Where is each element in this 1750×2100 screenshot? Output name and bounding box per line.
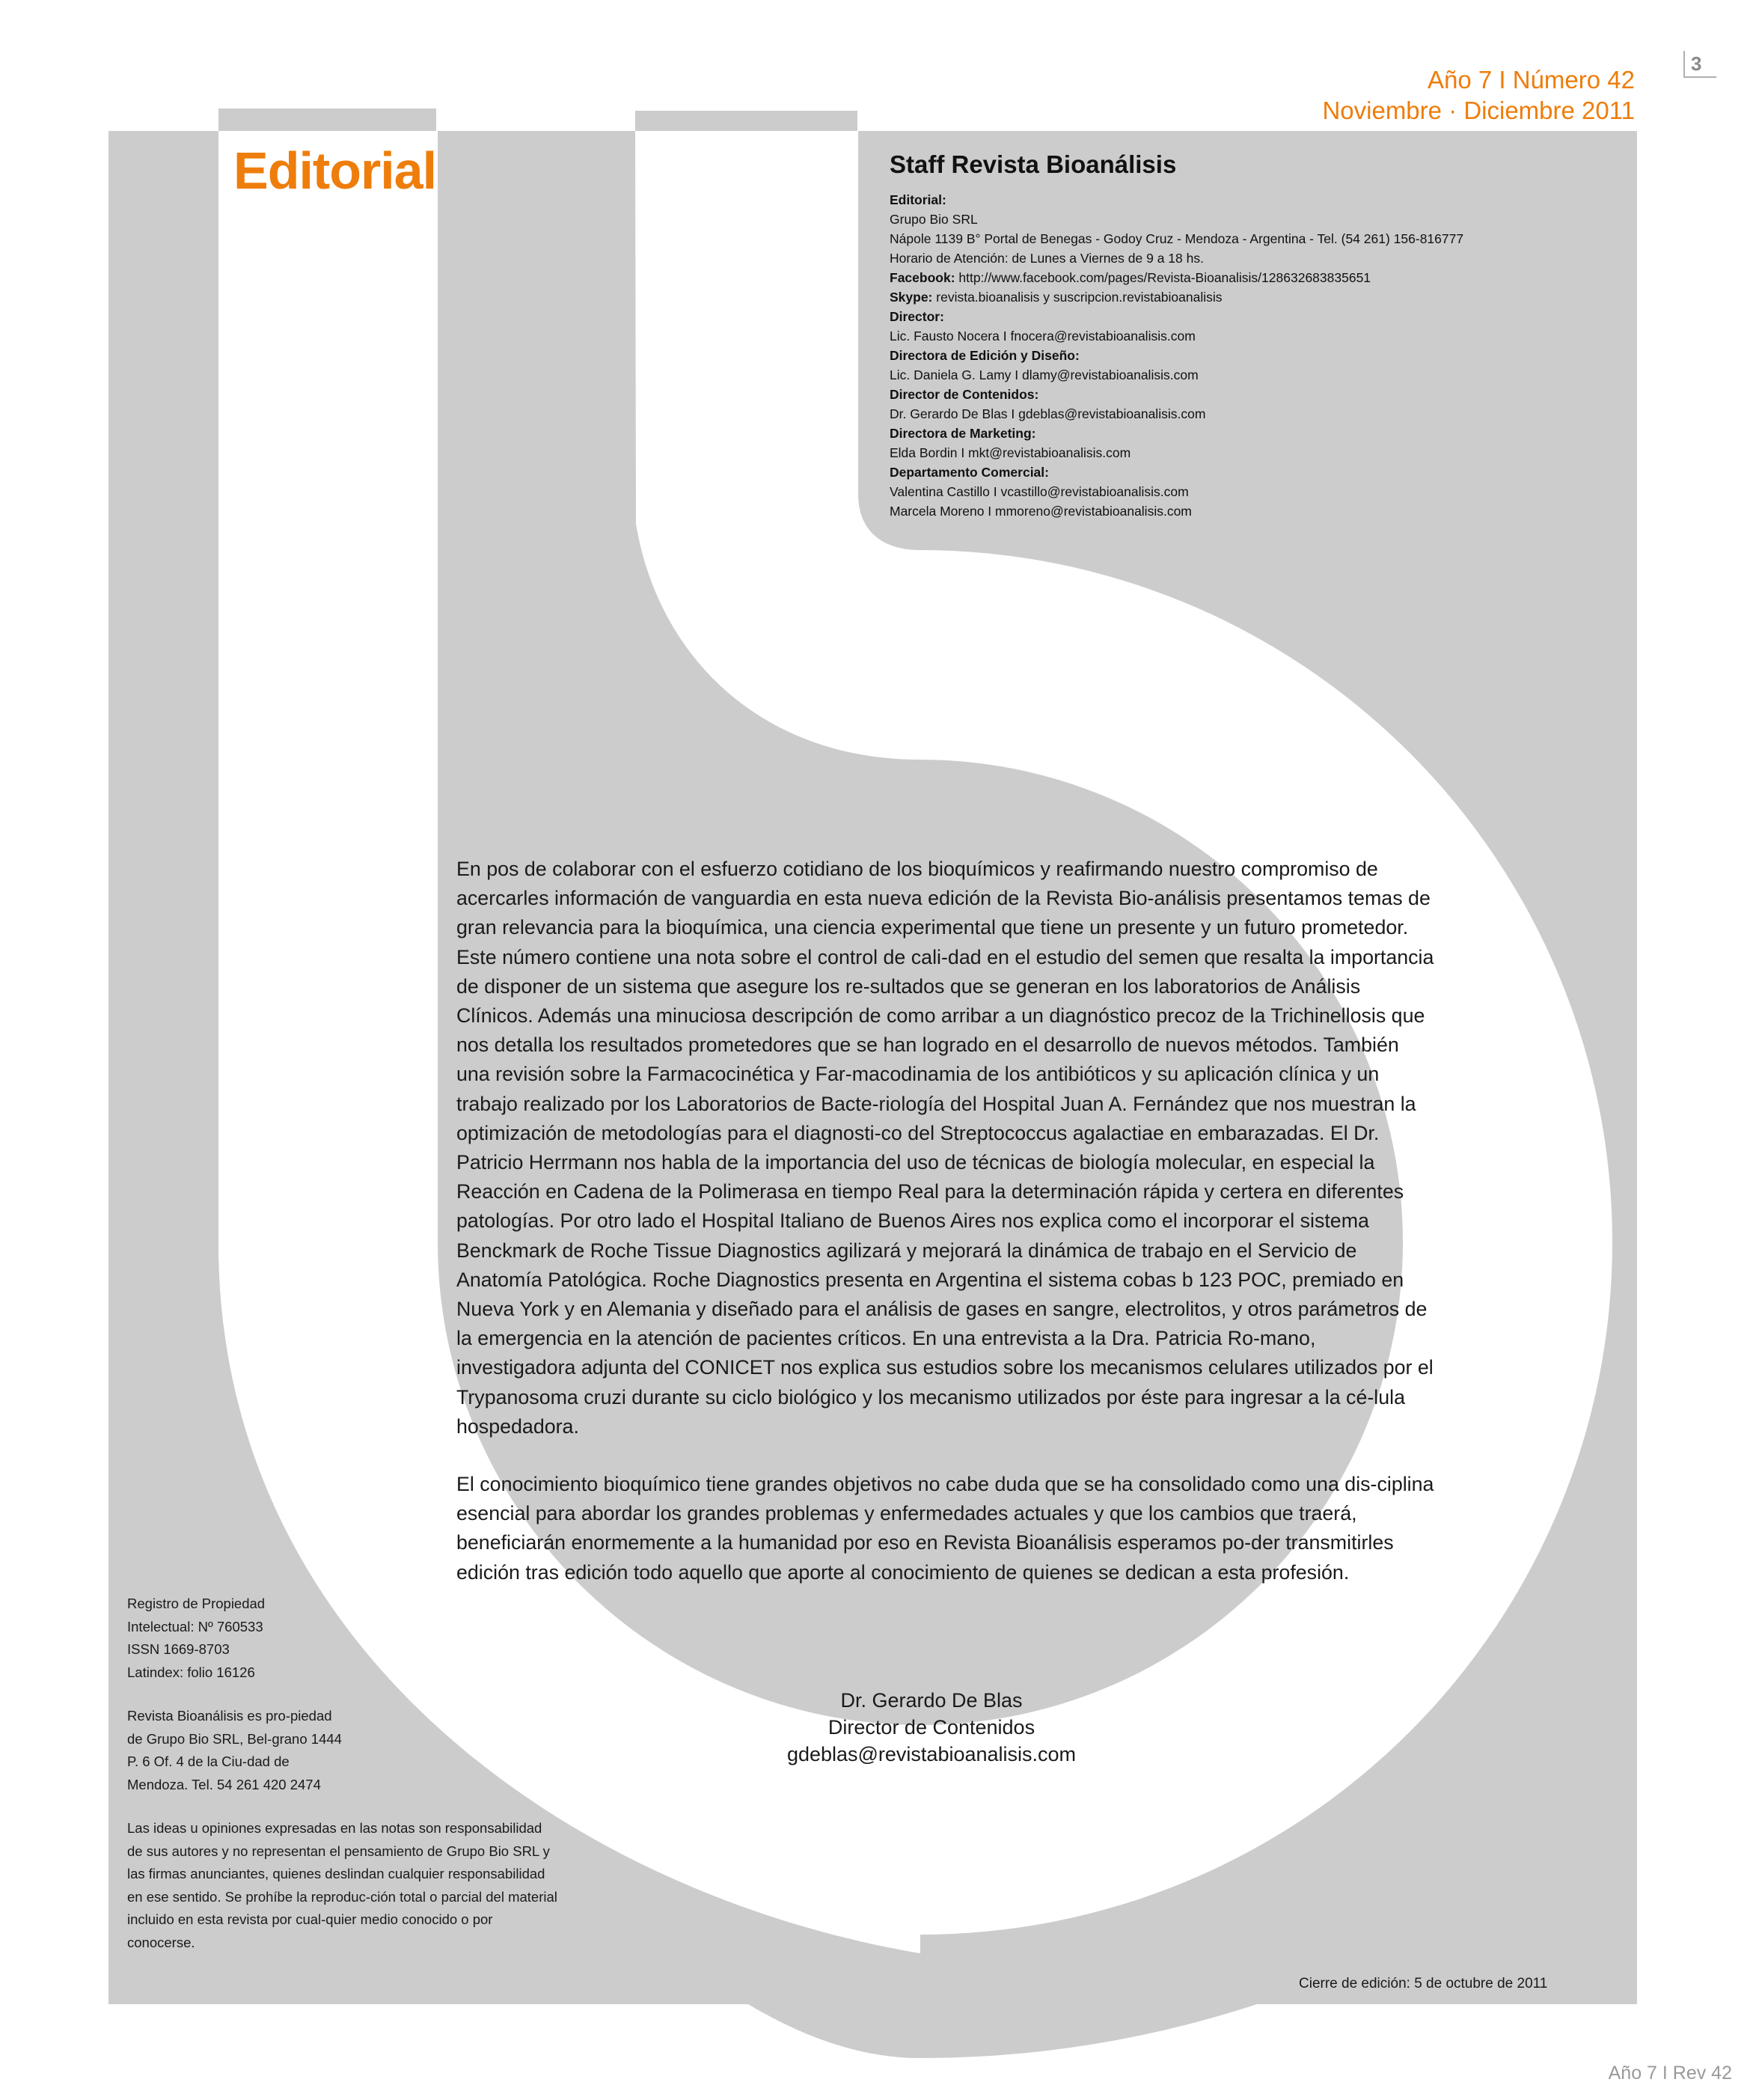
editorial-paragraph-2: El conocimiento bioquímico tiene grandes objetivos no cabe duda que se ha consolidado como una dis-ciplina esencial para abordar los grandes problemas y enfermedades actuales y que los cambios que traerá, beneficiarán enormemente a la humanidad por eso en Revista Bioanálisis esperamos po-der transmitirles edición tras edición todo aquello que aporte al conocimiento de quienes se dedican a esta profesión. [456, 1473, 1434, 1584]
staff-skype-label: Skype: [890, 290, 933, 305]
staff-editorial-name: Grupo Bio SRL [890, 212, 978, 227]
staff-design-value: Lic. Daniela G. Lamy I dlamy@revistabioanalisis.com [890, 367, 1199, 382]
issue-line: Año 7 I Número 42 [1428, 66, 1635, 94]
section-title: Editorial [233, 141, 437, 200]
staff-design-label: Directora de Edición y Diseño: [890, 348, 1080, 363]
staff-address: Nápole 1139 B° Portal de Benegas - Godoy Cruz - Mendoza - Argentina - Tel. (54 261) 156-816777 [890, 231, 1464, 246]
staff-marketing-value: Elda Bordin I mkt@revistabioanalisis.com [890, 445, 1131, 460]
editorial-paragraph-1: En pos de colaborar con el esfuerzo cotidiano de los bioquímicos y reafirmando nuestro compromiso de acercarles información de vanguardia en esta nueva edición de la Revista Bio-análisis presentamos temas de gran relevancia para la bioquímica, una ciencia experimental que tiene un presente y un futuro prometedor. Este número contiene una nota sobre el control de cali-dad en el estudio del semen que resalta la importancia de disponer de un sistema que asegure los re-sultados que se generan en los laboratorios de Análisis Clínicos. Además una minuciosa descripción de como arribar a un diagnóstico precoz de la Trichinellosis que nos detalla los resultados prometedores que se han logrado en el desarrollo de nuevos métodos. También una revisión sobre la Farmacocinética y Far-macodinamia de los antibióticos y su aplicación clínica y un trabajo realizado por los Laboratorios de Bacte-riología del Hospital Juan A. Fernández que nos muestran la optimización de metodologías para el diagnosti-co del Streptococcus agalactiae en embarazadas. El Dr. Patricio Herrmann nos habla de la importancia del uso de técnicas de biología molecular, en especial la Reacción en Cadena de la Polimerasa en tiempo Real para la determinación rápida y certera en diferentes patologías. Por otro lado el Hospital Italiano de Buenos Aires nos explica como el incorporar el sistema Benckmark de Roche Tissue Diagnostics agilizará y mejorará la dinámica de trabajo en el Servicio de Anatomía Patológica. Roche Diagnostics presenta en Argentina el sistema cobas b 123 POC, premiado en Nueva York y en Alemania y diseñado para el análisis de gases en sangre, electrolitos, y otros parámetros de la emergencia en la atención de pacientes críticos. En una entrevista a la Dra. Patricia Ro-mano, investigadora adjunta del CONICET nos explica sus estudios sobre los mecanismos celulares utilizados por el Trypanosoma cruzi durante su ciclo biológico y los mecanismo utilizados por éste para ingresar a la cé-lula hospedadora. [456, 858, 1434, 1438]
footer-ref: Año 7 I Rev 42 [1608, 2063, 1732, 2084]
staff-box [890, 150, 1463, 521]
staff-hours: Horario de Atención: de Lunes a Viernes de 9 a 18 hs. [890, 251, 1204, 266]
editorial-body [456, 855, 1437, 1587]
staff-commercial-value-1: Valentina Castillo I vcastillo@revistabioanalisis.com [890, 484, 1189, 499]
closing-date: Cierre de edición: 5 de octubre de 2011 [1299, 1976, 1548, 1991]
signature-email[interactable]: gdeblas@revistabioanalisis.com [786, 1743, 1077, 1765]
staff-facebook-link[interactable]: http://www.facebook.com/pages/Revista-Bioanalisis/128632683835651 [958, 270, 1371, 285]
legal-ownership: Revista Bioanálisis es pro-piedad de Grupo Bio SRL, Bel-grano 1444 P. 6 Of. 4 de la Ciu-dad de Mendoza. Tel. 54 261 420 2474 [127, 1708, 342, 1792]
staff-content-label: Director de Contenidos: [890, 387, 1039, 402]
staff-title: Staff Revista Bioanálisis [890, 150, 1177, 178]
top-tab-right [635, 111, 857, 132]
signature-role: Director de Contenidos [827, 1716, 1035, 1739]
signature-name: Dr. Gerardo De Blas [840, 1689, 1023, 1712]
page-number: 3 [1683, 51, 1716, 78]
issue-header [1322, 64, 1635, 126]
staff-content-value: Dr. Gerardo De Blas I gdeblas@revistabioanalisis.com [890, 406, 1206, 421]
staff-editorial-label: Editorial: [890, 192, 946, 207]
staff-commercial-label: Departamento Comercial: [890, 465, 1049, 480]
staff-skype-value: revista.bioanalisis y suscripcion.revistabioanalisis [936, 290, 1223, 305]
staff-director-value: Lic. Fausto Nocera I fnocera@revistabioanalisis.com [890, 329, 1196, 344]
staff-commercial-value-2: Marcela Moreno I mmoreno@revistabioanalisis.com [890, 504, 1192, 519]
staff-marketing-label: Directora de Marketing: [890, 426, 1036, 441]
staff-facebook-label: Facebook: [890, 270, 955, 285]
legal-registry: Registro de Propiedad Intelectual: Nº 760533 ISSN 1669-8703 Latindex: folio 16126 [127, 1596, 266, 1680]
issue-date: Noviembre · Diciembre 2011 [1322, 97, 1635, 124]
legal-notes [127, 1593, 576, 1954]
staff-director-label: Director: [890, 309, 944, 324]
legal-disclaimer: Las ideas u opiniones expresadas en las notas son responsabilidad de sus autores y no representan el pensamiento de Grupo Bio SRL y las firmas anunciantes, quienes deslindan cualquier responsabilidad en ese sentido. Se prohíbe la reproduc-ción total o parcial del material incluido en esta revista por cual-quier medio conocido o por conocerse. [127, 1820, 557, 1950]
bottom-tail [748, 2004, 1257, 2058]
top-tab-left [218, 109, 436, 132]
